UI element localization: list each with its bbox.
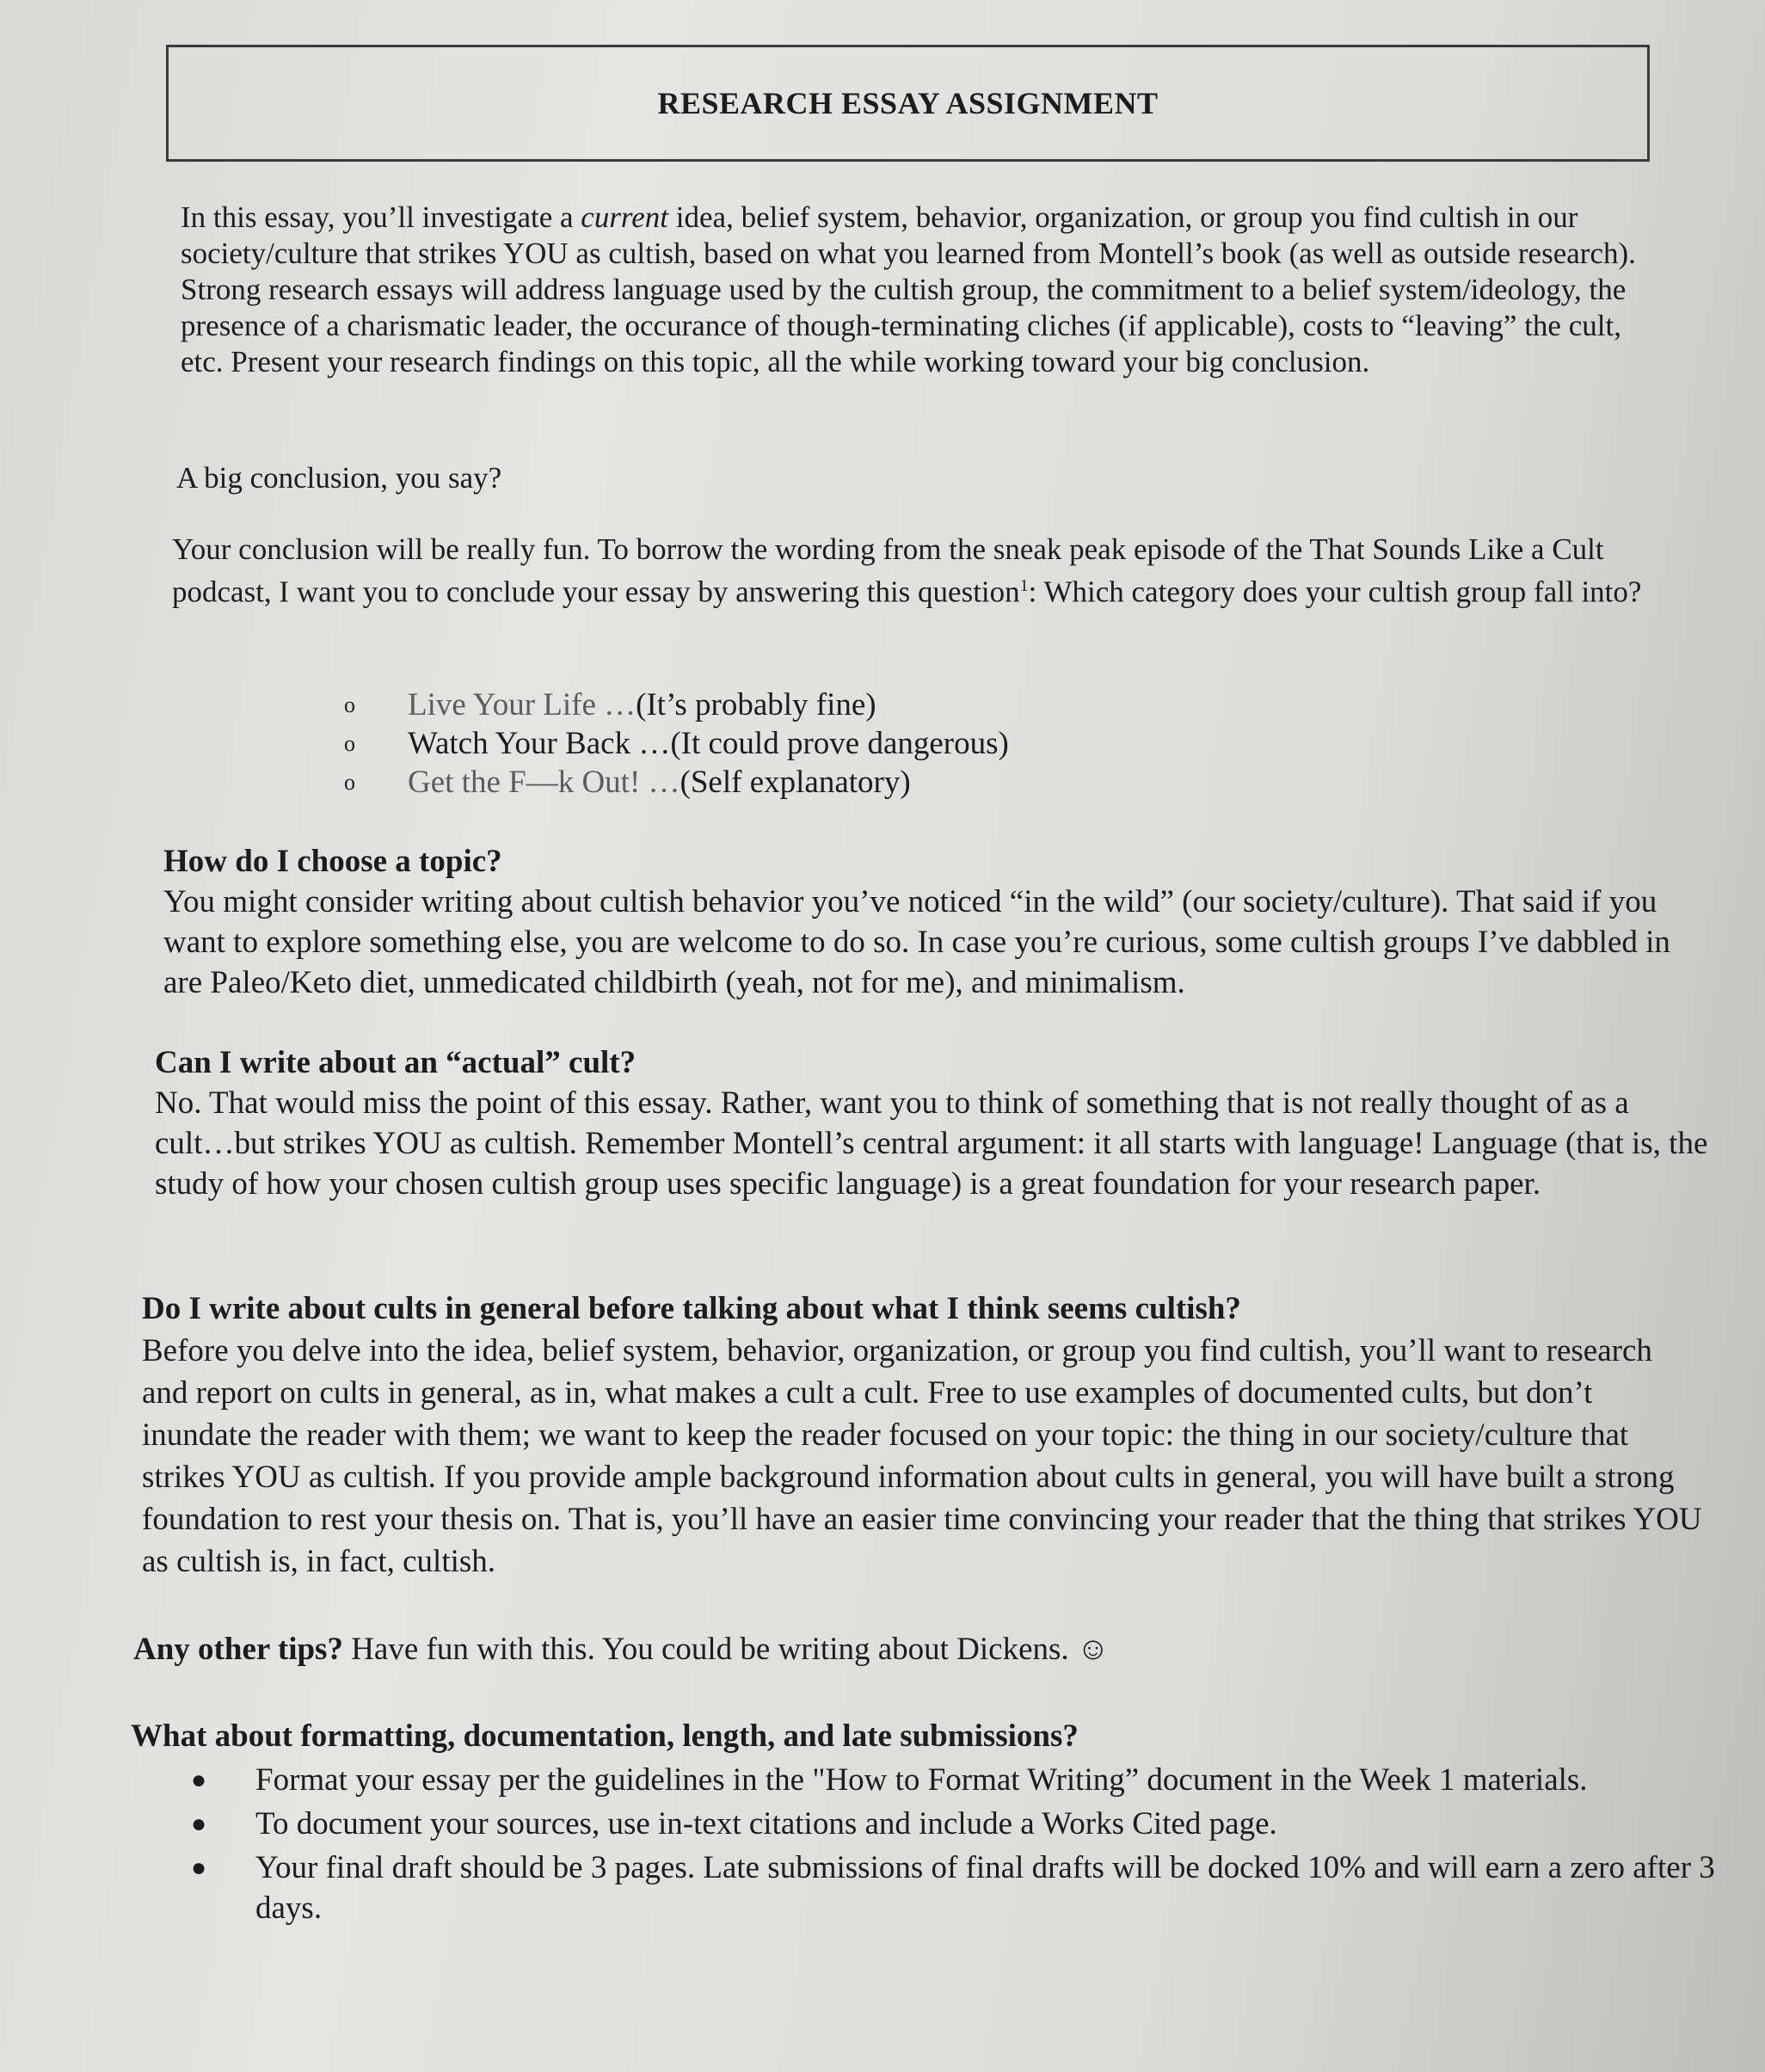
section-formatting xyxy=(131,1716,1731,1928)
title-box xyxy=(166,45,1650,162)
section-body: Before you delve into the idea, belief system, behavior, organization, or group you find cultish, you’ll want to research and report on cults in general, as in, what makes a cult a cult. Free to use examples of documented cults, but don’t inundate the reader with them; we want to keep the reader focused on your topic: the thing in our society/culture that strikes YOU as cultish. If you provide ample background information about cults in general, you will have built a strong foundation to rest your thesis on. That is, you’ll have an easier time convincing your reader that the thing that strikes YOU as cultish is, in fact, cultish. xyxy=(142,1333,1702,1579)
list-item xyxy=(131,1848,1731,1928)
category-item xyxy=(344,686,1009,724)
list-item-text: Format your essay per the guidelines in the "How to Format Writing” document in the Week 1 materials. xyxy=(255,1762,1588,1798)
category-list xyxy=(344,686,1009,802)
section-heading: Any other tips? xyxy=(133,1632,343,1667)
circle-bullet-icon: o xyxy=(344,770,355,795)
section-heading: What about formatting, documentation, length, and late submissions? xyxy=(131,1718,1079,1754)
category-name: Get the F—k Out! … xyxy=(408,765,680,800)
bullet-icon: ● xyxy=(191,1766,207,1794)
list-item xyxy=(131,1760,1731,1800)
footnote-marker: 1 xyxy=(1019,576,1029,595)
circle-bullet-icon: o xyxy=(344,731,355,756)
section-body: You might consider writing about cultish behavior you’ve noticed “in the wild” (our society/culture). That said if you want to explore something else, you are welcome to do so. In case you’re curious, some cultish groups I’ve dabbled in are Paleo/Keto diet, unmedicated childbirth (yeah, not for me), and minimalism. xyxy=(163,884,1670,1000)
circle-bullet-icon: o xyxy=(344,692,355,717)
section-topic xyxy=(163,841,1694,1003)
section-cults-general xyxy=(142,1288,1703,1583)
section-heading: Can I write about an “actual” cult? xyxy=(155,1045,637,1080)
emphasis-current: current xyxy=(581,200,669,234)
formatting-list xyxy=(131,1760,1731,1928)
big-conclusion-question: A big conclusion, you say? xyxy=(176,461,502,495)
conclusion-paragraph: Your conclusion will be really fun. To borrow the wording from the sneak peak episode of the That Sounds Like a Cult podcast, I want you to conclude your essay by answering this question$^1$: Which category does your cultish group fall into? xyxy=(172,532,1642,609)
section-heading: How do I choose a topic? xyxy=(163,844,502,879)
bullet-icon: ● xyxy=(191,1854,207,1882)
list-item-text: Your final draft should be 3 pages. Late submissions of final drafts will be docked 10% and will earn a zero after 3 days. xyxy=(255,1850,1715,1926)
section-heading: Do I write about cults in general before talking about what I think seems cultish? xyxy=(142,1291,1241,1326)
section-body: Have fun with this. You could be writing about Dickens. ☺ xyxy=(342,1632,1110,1667)
category-desc: (It could prove dangerous) xyxy=(670,726,1009,761)
page-title: RESEARCH ESSAY ASSIGNMENT xyxy=(657,86,1159,120)
bullet-icon: ● xyxy=(191,1810,207,1838)
section-actual-cult xyxy=(155,1042,1712,1204)
list-item-text: To document your sources, use in-text citations and include a Works Cited page. xyxy=(255,1806,1277,1841)
intro-paragraph: In this essay, you’ll investigate a current idea, belief system, behavior, organization, or group you find cultish in our society/culture that strikes YOU as cultish, based on what you learned from Montell’s book (as well as outside research). Strong research essays will address language used by the cultish group, the commitment to a belief system/ideology, the presence of a charismatic leader, the occurance of though-terminating cliches (if applicable), costs to “leaving” the cult, etc. Present your research findings on this topic, all the while working toward your big conclusion. xyxy=(181,200,1636,378)
category-item xyxy=(344,763,1009,802)
category-desc: (It’s probably fine) xyxy=(636,687,876,722)
section-tips xyxy=(133,1629,1682,1669)
list-item xyxy=(131,1804,1731,1844)
section-body: No. That would miss the point of this essay. Rather, want you to think of something that is not really thought of as a cult…but strikes YOU as cultish. Remember Montell’s central argument: it all starts with language! Language (that is, the study of how your chosen cultish group uses specific language) is a great foundation for your research paper. xyxy=(155,1085,1708,1202)
category-item xyxy=(344,724,1009,763)
category-name: Live Your Life … xyxy=(408,687,637,722)
category-name: Watch Your Back … xyxy=(408,726,671,761)
category-desc: (Self explanatory) xyxy=(680,765,911,800)
